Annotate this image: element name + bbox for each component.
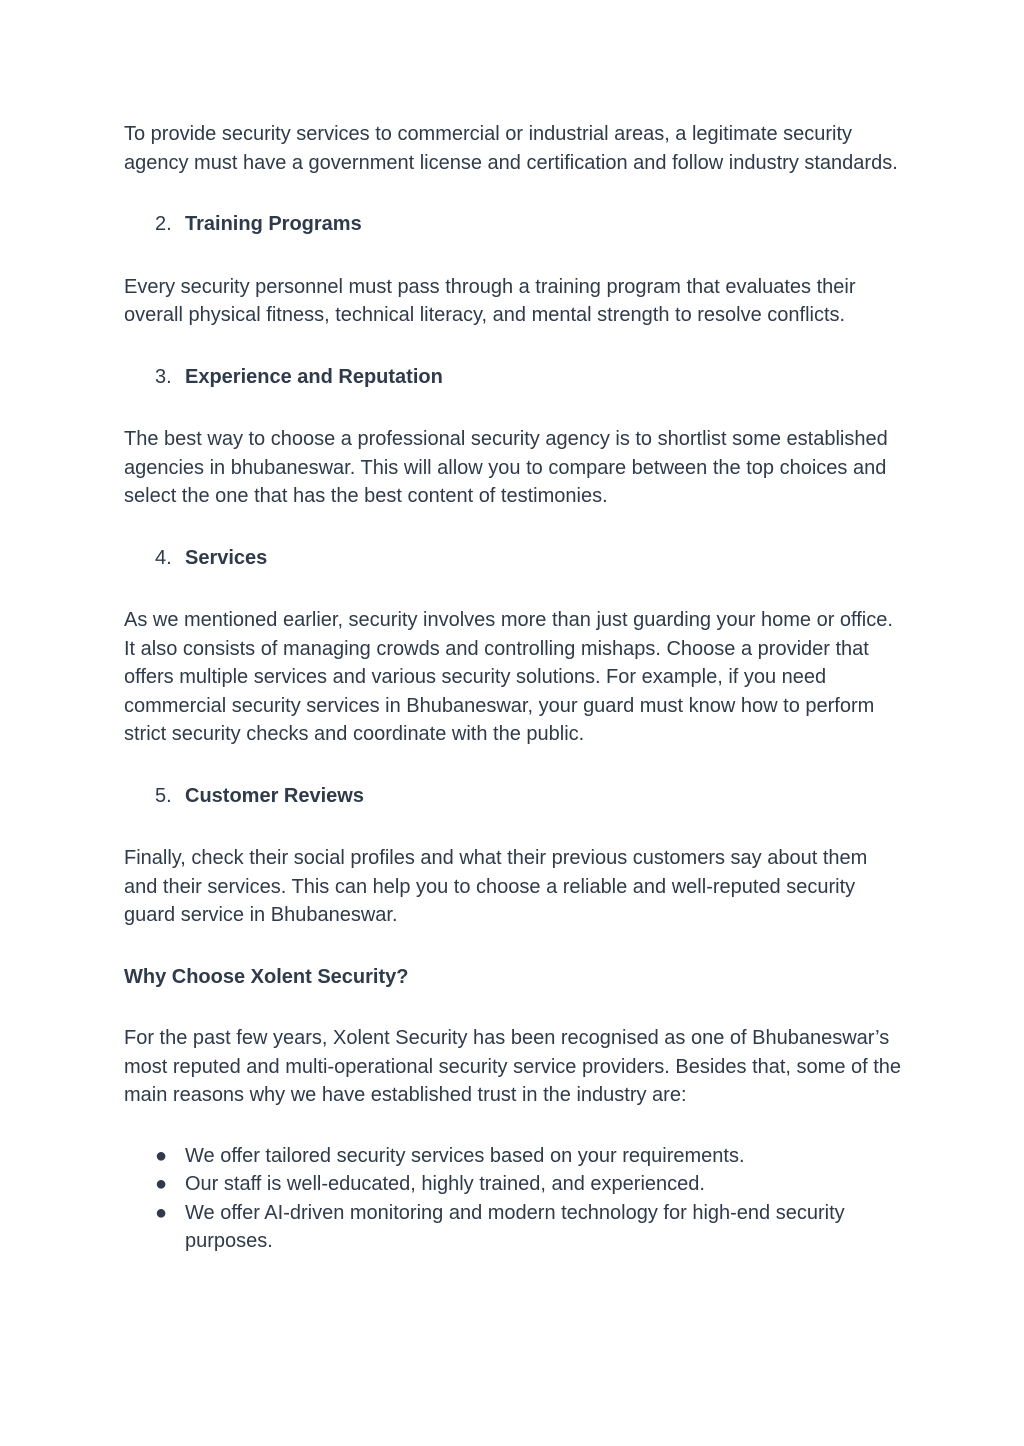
numbered-heading-experience xyxy=(124,363,904,392)
heading-services: Services xyxy=(185,546,268,569)
bullet-icon: ● xyxy=(155,1144,168,1167)
bullet-icon: ● xyxy=(155,1173,168,1195)
list-number: 3. xyxy=(155,365,172,388)
why-choose-paragraph: For the past few years, Xolent Security has been recognised as one of Bhubaneswar’s most reputed and multi-operational security service providers. Besides that, some of the main reasons why we have established trust in the industry are: xyxy=(124,1027,902,1106)
paragraph-services: As we mentioned earlier, security involves more than just guarding your home or office. It also consists of managing crowds and controlling mishaps. Choose a provider that offers multiple services and various security solutions. For example, if you need commercial security services in Bhubaneswar, your guard must know how to perform strict security checks and coordinate with the public. xyxy=(124,609,893,745)
heading-training-programs: Training Programs xyxy=(185,213,362,235)
list-item xyxy=(124,1142,904,1171)
list-item-text: We offer tailored security services based on your requirements. xyxy=(185,1144,745,1167)
list-number: 5. xyxy=(155,784,172,807)
reasons-list xyxy=(124,1142,904,1256)
why-choose-heading: Why Choose Xolent Security? xyxy=(124,965,409,988)
list-number: 2. xyxy=(155,213,172,235)
bullet-icon: ● xyxy=(155,1201,168,1224)
intro-paragraph: To provide security services to commercial or industrial areas, a legitimate security agency must have a government license and certification and follow industry standards. xyxy=(124,123,898,174)
paragraph-experience-reputation: The best way to choose a professional security agency is to shortlist some established agencies in bhubaneswar. This will allow you to compare between the top choices and select the one that has the best content of testimonies. xyxy=(124,428,888,507)
heading-experience-reputation: Experience and Reputation xyxy=(185,365,443,388)
list-item-text: We offer AI-driven monitoring and modern technology for high-end security purposes. xyxy=(185,1201,845,1252)
list-item xyxy=(124,1199,904,1256)
paragraph-customer-reviews: Finally, check their social profiles and what their previous customers say about them and their services. This can help you to choose a reliable and well-reputed security guard service in Bhubaneswar. xyxy=(124,847,868,926)
numbered-heading-services xyxy=(124,544,904,573)
list-item xyxy=(124,1170,904,1199)
numbered-heading-reviews xyxy=(124,782,904,811)
list-number: 4. xyxy=(155,546,172,569)
paragraph-training-programs: Every security personnel must pass through a training program that evaluates their overall physical fitness, technical literacy, and mental strength to resolve conflicts. xyxy=(124,275,856,326)
numbered-heading-training xyxy=(124,210,904,239)
list-item-text: Our staff is well-educated, highly trained, and experienced. xyxy=(185,1173,705,1195)
heading-customer-reviews: Customer Reviews xyxy=(185,784,364,807)
document-page xyxy=(124,120,904,1256)
